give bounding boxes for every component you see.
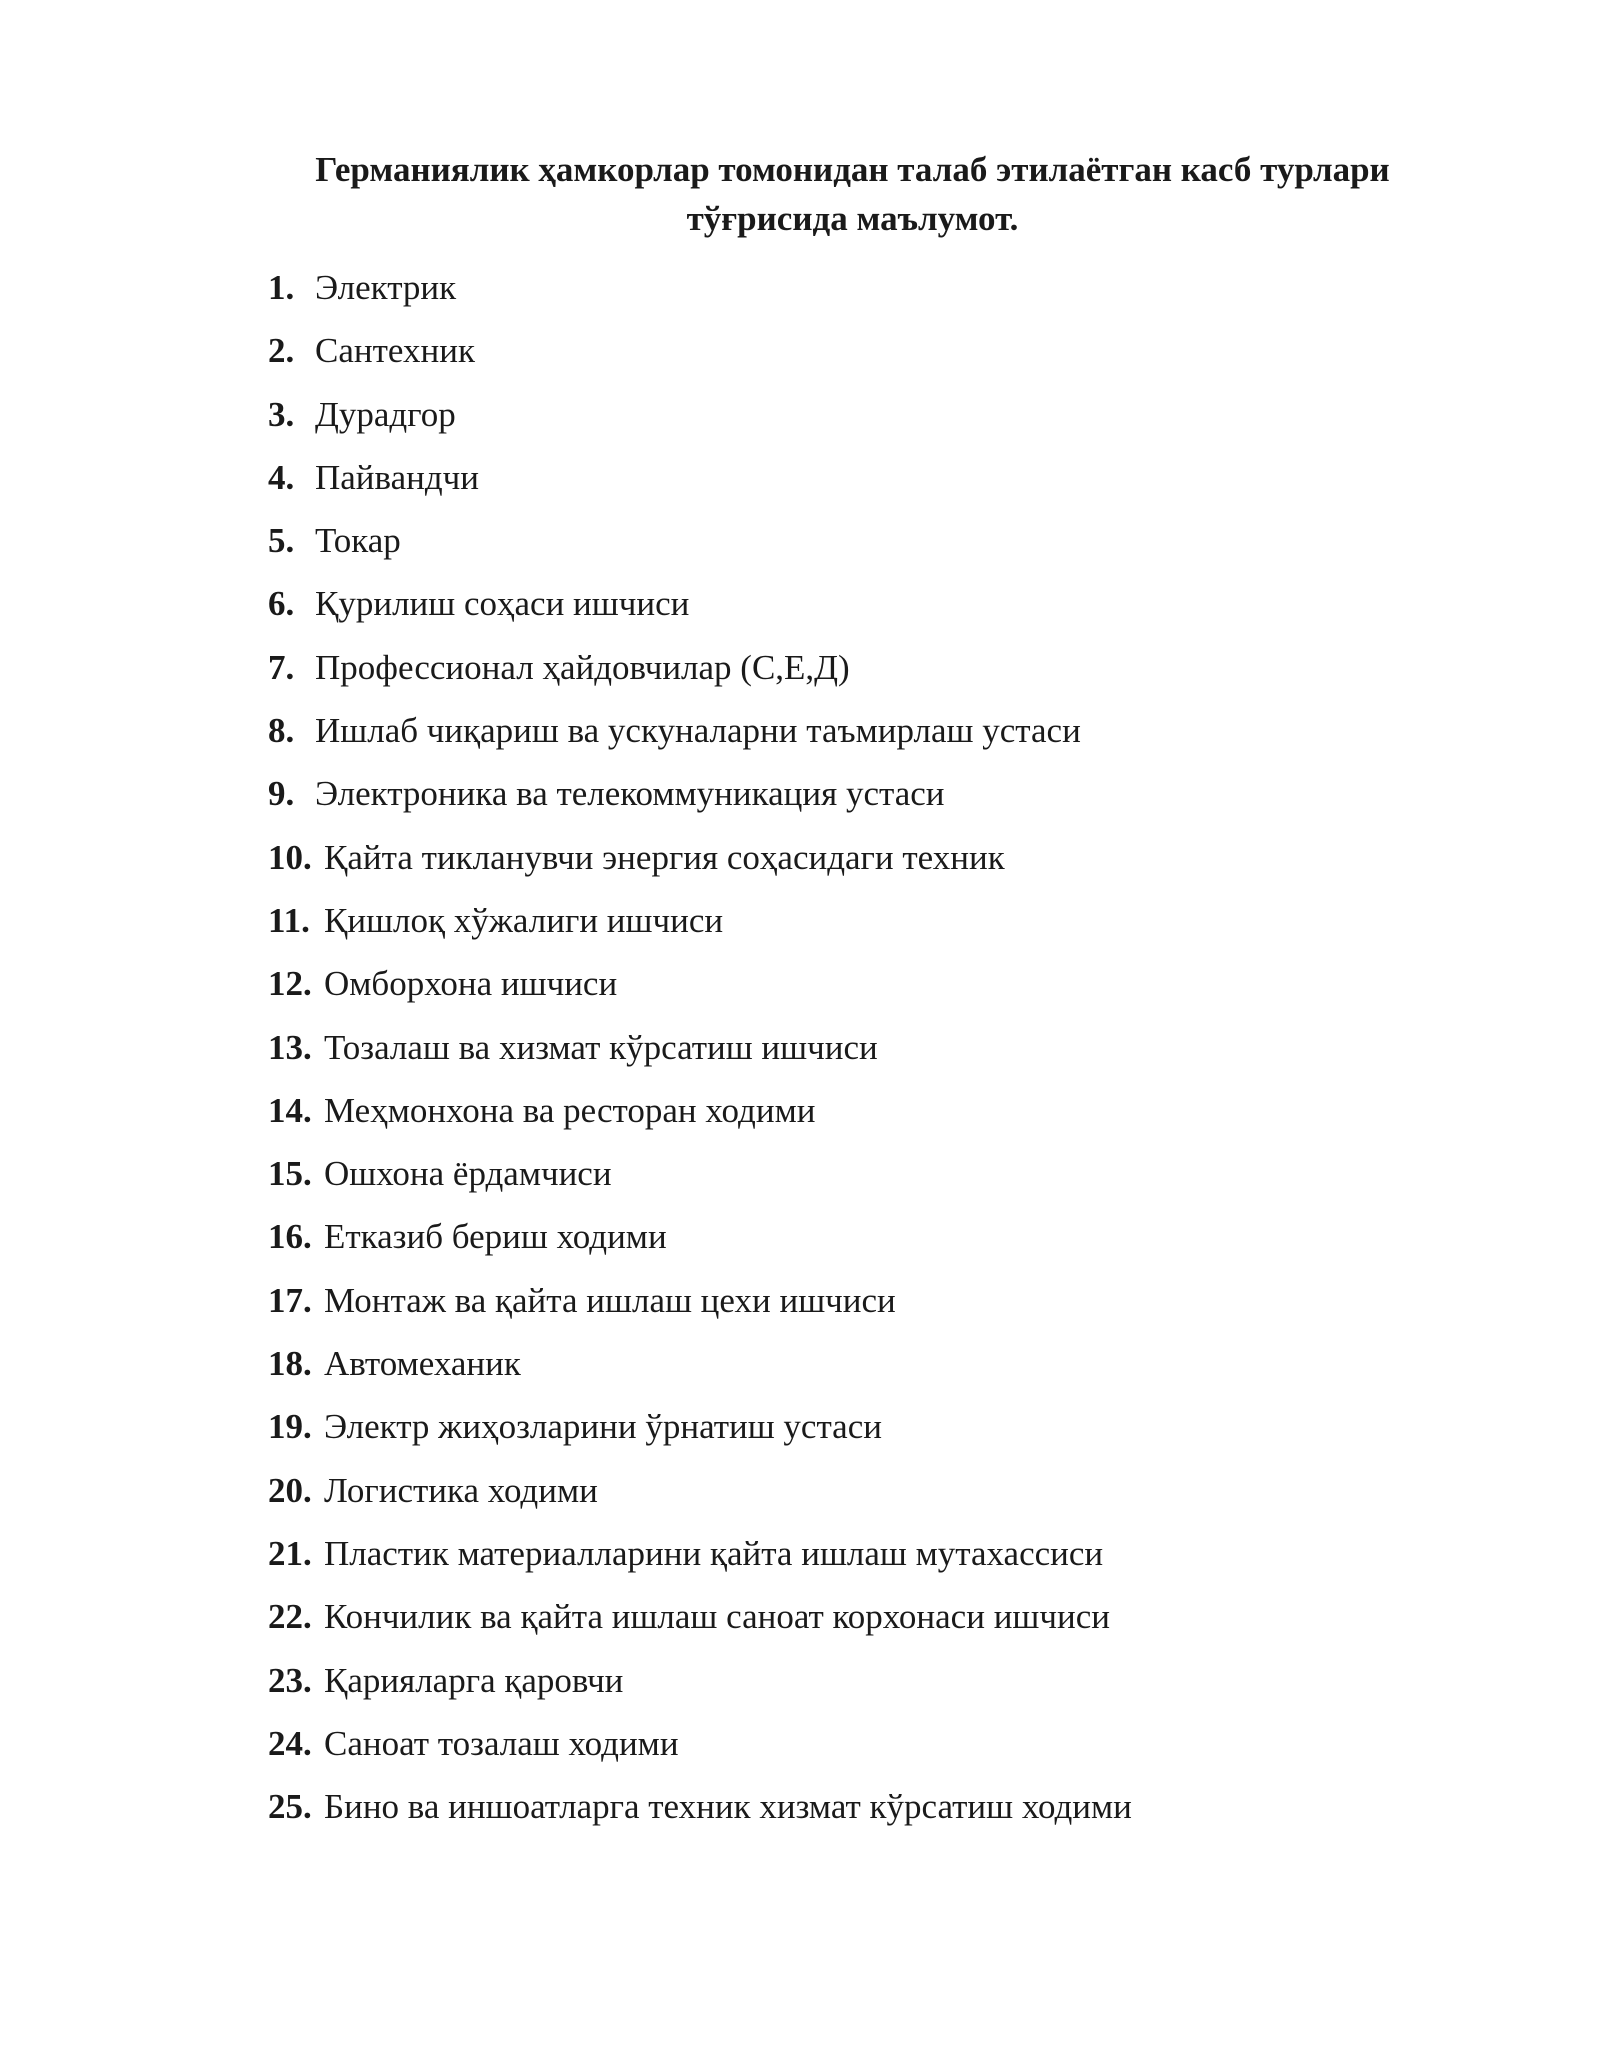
item-text: Қишлоқ хўжалиги ишчиси: [324, 900, 724, 940]
item-number: 17.: [268, 1280, 312, 1320]
item-number: 20.: [268, 1470, 312, 1510]
list-item: [268, 705, 1132, 768]
item-number: 5.: [268, 521, 295, 561]
item-number: 7.: [268, 647, 295, 687]
item-number: 2.: [268, 331, 295, 371]
list-item: [268, 1591, 1132, 1654]
item-text: Автомеханик: [324, 1344, 521, 1384]
list-item: [268, 1022, 1132, 1085]
item-number: 23.: [268, 1660, 312, 1700]
item-text: Саноат тозалаш ходими: [324, 1723, 679, 1763]
item-number: 12.: [268, 964, 312, 1004]
list-item: [268, 1655, 1132, 1718]
item-text: Тозалаш ва хизмат кўрсатиш ишчиси: [324, 1027, 878, 1067]
item-text: Бино ва иншоатларга техник хизмат кўрсатиш ходими: [324, 1787, 1132, 1827]
item-number: 21.: [268, 1533, 312, 1573]
item-text: Қурилиш соҳаси ишчиси: [315, 584, 690, 624]
item-number: 6.: [268, 584, 295, 624]
list-item: [268, 325, 1132, 388]
list-item: [268, 895, 1132, 958]
item-text: Логистика ходими: [324, 1470, 598, 1510]
item-number: 3.: [268, 394, 295, 434]
list-item: [268, 1085, 1132, 1148]
list-item: [268, 1781, 1132, 1844]
list-item: [268, 1401, 1132, 1464]
list-item: [268, 832, 1132, 895]
list-item: [268, 578, 1132, 641]
item-text: Профессионал ҳайдовчилар (С,Е,Д): [315, 647, 850, 687]
item-text: Етказиб бериш ходими: [324, 1217, 667, 1257]
item-number: 1.: [268, 268, 295, 307]
item-text: Сантехник: [315, 331, 475, 371]
item-text: Ошхона ёрдамчиси: [324, 1154, 612, 1194]
item-text: Пластик материалларини қайта ишлаш мутахассиси: [324, 1533, 1104, 1573]
item-text: Омборхона ишчиси: [324, 964, 618, 1004]
item-number: 25.: [268, 1787, 312, 1827]
item-number: 11.: [268, 900, 310, 940]
list-item: [268, 1148, 1132, 1211]
list-item: [268, 1528, 1132, 1591]
item-number: 22.: [268, 1597, 312, 1637]
item-text: Монтаж ва қайта ишлаш цехи ишчиси: [324, 1280, 896, 1320]
item-text: Электр жиҳозларини ўрнатиш устаси: [324, 1407, 882, 1447]
item-number: 8.: [268, 711, 295, 751]
list-item: [268, 515, 1132, 578]
list-item: [268, 768, 1132, 831]
item-number: 16.: [268, 1217, 312, 1257]
title-line-2: тўғрисида маълумот.: [686, 199, 1019, 238]
list-item: [268, 1465, 1132, 1528]
item-text: Токар: [315, 521, 401, 561]
list-item: [268, 958, 1132, 1021]
list-item: [268, 1275, 1132, 1338]
list-item: [268, 262, 1132, 325]
profession-list: [268, 262, 1132, 1844]
item-number: 15.: [268, 1154, 312, 1194]
item-number: 9.: [268, 774, 295, 814]
item-text: Қарияларга қаровчи: [324, 1660, 624, 1700]
document-title: [265, 145, 1440, 243]
item-number: 4.: [268, 457, 295, 497]
list-item: [268, 1211, 1132, 1274]
item-number: 13.: [268, 1027, 312, 1067]
item-number: 14.: [268, 1090, 312, 1130]
list-item: [268, 1718, 1132, 1781]
item-text: Меҳмонхона ва ресторан ходими: [324, 1090, 816, 1130]
item-text: Қайта тикланувчи энергия соҳасидаги техник: [324, 837, 1005, 877]
item-text: Электроника ва телекоммуникация устаси: [315, 774, 945, 814]
item-text: Ишлаб чиқариш ва ускуналарни таъмирлаш устаси: [315, 711, 1081, 751]
item-text: Кончилик ва қайта ишлаш саноат корхонаси ишчиси: [324, 1597, 1110, 1637]
list-item: [268, 642, 1132, 705]
list-item: [268, 1338, 1132, 1401]
item-text: Дурадгор: [315, 394, 456, 434]
item-number: 24.: [268, 1723, 312, 1763]
item-number: 19.: [268, 1407, 312, 1447]
title-line-1: Германиялик ҳамкорлар томонидан талаб этилаётган касб турлари: [315, 150, 1390, 189]
item-text: Пайвандчи: [315, 457, 480, 497]
item-number: 18.: [268, 1344, 312, 1384]
item-number: 10.: [268, 837, 312, 877]
list-item: [268, 389, 1132, 452]
list-item: [268, 452, 1132, 515]
item-text: Электрик: [315, 268, 457, 307]
